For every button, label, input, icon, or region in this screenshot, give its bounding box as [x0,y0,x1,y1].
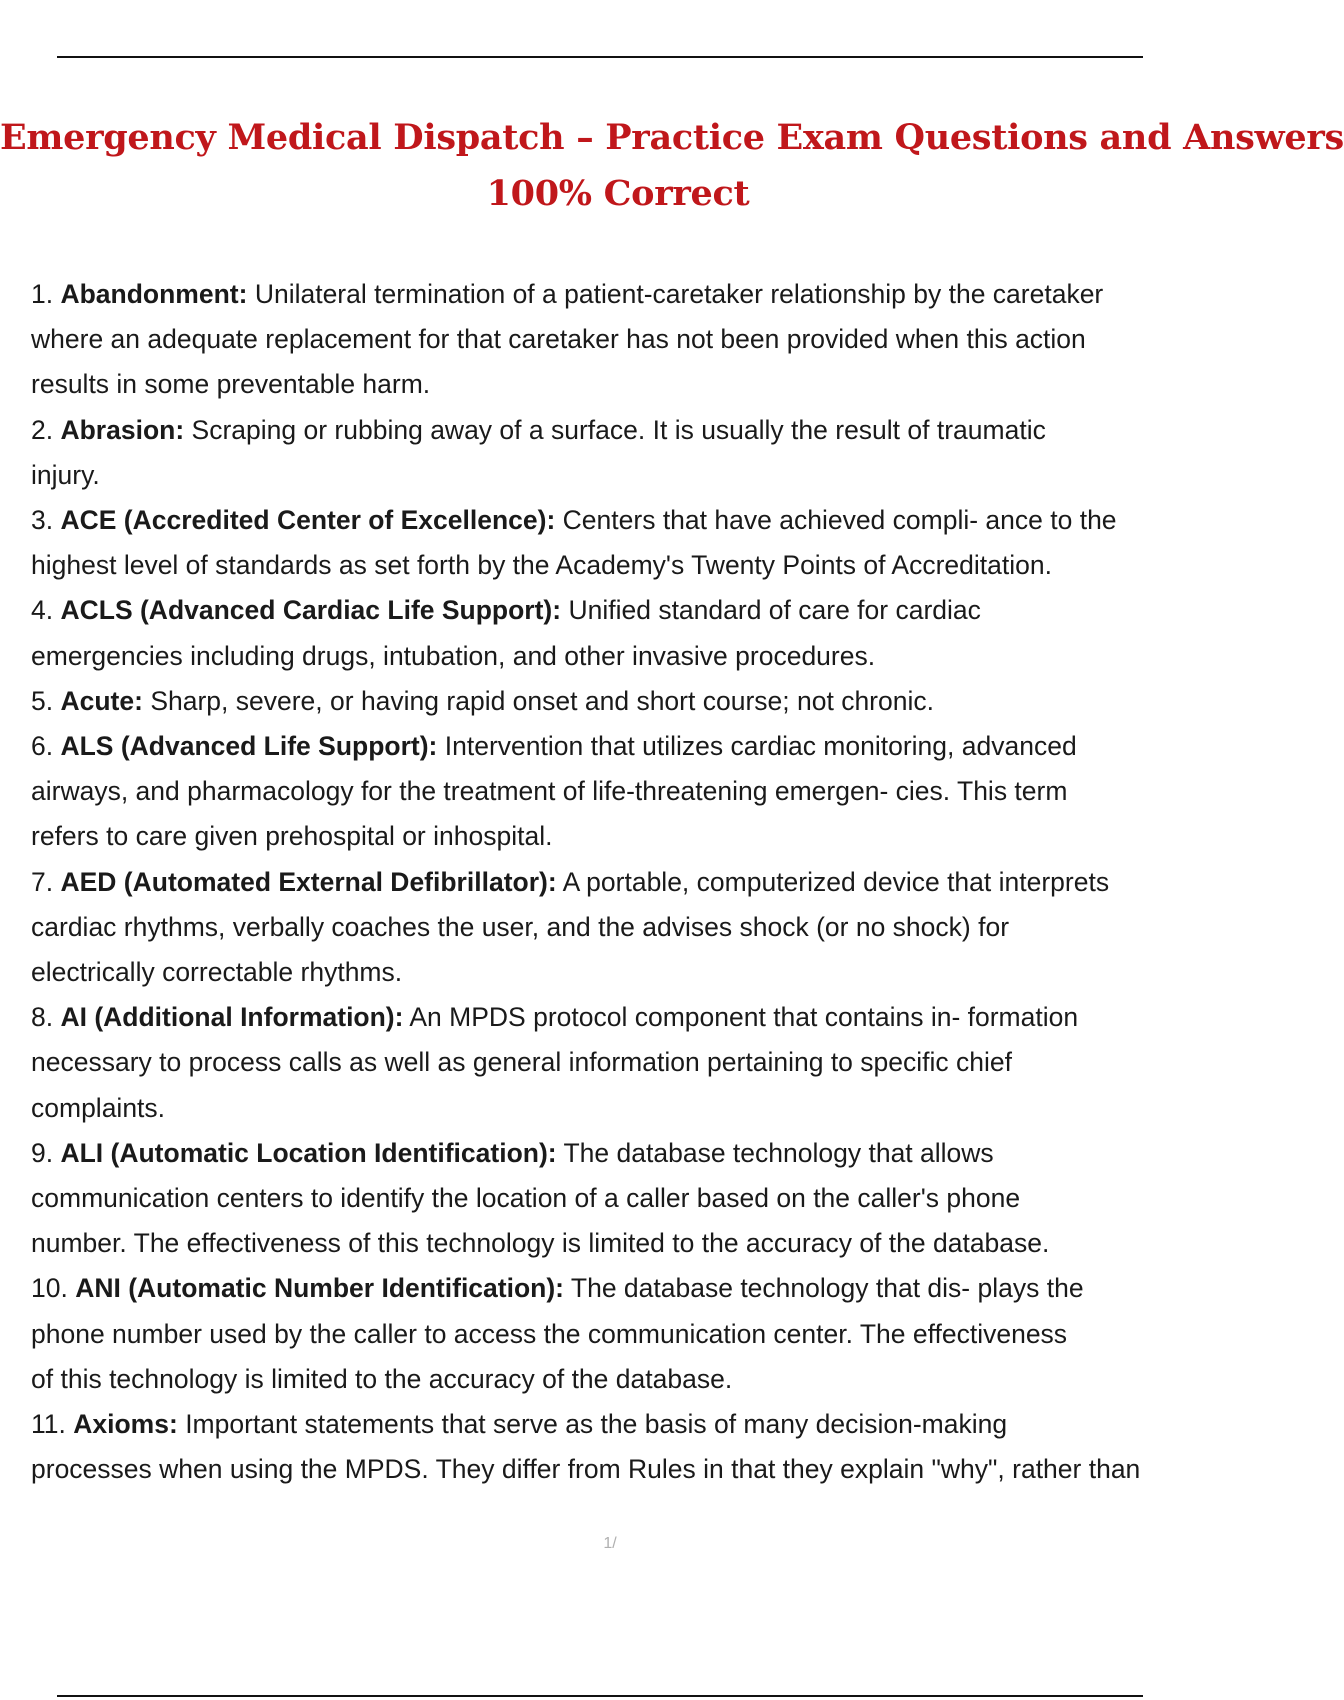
entry-term: Axioms: [73,1409,178,1440]
top-rule [57,56,1143,58]
entry-text: electrically correctable rhythms. [31,957,403,988]
entry-text: The database technology that allows [563,1137,994,1168]
entry-text: highest level of standards as set forth by the Academy's Twenty Points of Accreditation. [31,550,1052,581]
entry-line [31,498,1200,543]
entry-text: Sharp, severe, or having rapid onset and short course; not chronic. [150,685,934,716]
glossary-entry [31,272,1200,408]
glossary-entry [31,1266,1200,1402]
glossary-entry [31,724,1200,860]
entry-text: Unilateral termination of a patient-caretaker relationship by the caretaker [254,279,1104,309]
entry-line [31,543,1200,588]
glossary-list [31,272,1200,1492]
entry-text: necessary to process calls as well as general information pertaining to specific chief [31,1047,1012,1078]
entry-term: ANI (Automatic Number Identification): [75,1273,564,1304]
entry-text: where an adequate replacement for that caretaker has not been provided when this action [31,324,1086,355]
entry-line [31,1086,1200,1131]
bottom-rule [57,1695,1143,1697]
entry-text: A portable, computerized device that interprets [562,866,1110,897]
entry-number: 1. [31,279,54,309]
entry-line [31,860,1200,905]
entry-line [31,950,1200,995]
glossary-entry [31,1131,1200,1267]
entry-number: 8. [31,1002,54,1033]
entry-number: 11. [31,1409,66,1440]
entry-number: 10. [31,1273,68,1304]
entry-line [31,453,1200,498]
entry-line [31,1312,1200,1357]
entry-line [31,679,1200,724]
entry-number: 7. [31,866,54,897]
entry-number: 3. [31,505,54,536]
glossary-entry [31,588,1200,678]
glossary-entry [31,995,1200,1131]
entry-text: phone number used by the caller to access the communication center. The effectiveness [31,1318,1068,1349]
page-title [0,110,1344,222]
entry-text: emergencies including drugs, intubation, and other invasive procedures. [31,640,876,671]
entry-line [31,905,1200,950]
entry-number: 4. [31,595,54,626]
entry-text: of this technology is limited to the accuracy of the database. [31,1363,733,1394]
entry-line [31,588,1200,633]
entry-text: cardiac rhythms, verbally coaches the user, and the advises shock (or no shock) for [31,911,1010,942]
entry-text: communication centers to identify the location of a caller based on the caller's phone [31,1183,1021,1214]
entry-line [31,1357,1200,1402]
glossary-entry [31,860,1200,996]
entry-text: airways, and pharmacology for the treatment of life-threatening emergen- cies. This term [31,776,1068,807]
entry-line [31,995,1200,1040]
entry-number: 5. [31,685,54,716]
title-line-1: Emergency Medical Dispatch – Practice Exam Questions and Answers [0,117,1344,158]
entry-text: complaints. [31,1092,166,1123]
entry-line [31,634,1200,679]
entry-term: ACE (Accredited Center of Excellence): [60,505,556,536]
entry-line [31,724,1200,769]
entry-number: 2. [31,414,54,445]
entry-number: 6. [31,731,54,762]
entry-line [31,272,1200,317]
title-line-2: 100% Correct [486,173,750,214]
entry-line [31,1040,1200,1085]
entry-term: AI (Additional Information): [60,1002,404,1033]
entry-line [31,1266,1200,1311]
entry-text: Important statements that serve as the basis of many decision-making [185,1409,1008,1440]
entry-line [31,1131,1200,1176]
entry-text: Intervention that utilizes cardiac monitoring, advanced [444,731,1077,762]
entry-text: An MPDS protocol component that contains in- formation [409,1002,1079,1033]
entry-text: refers to care given prehospital or inhospital. [31,821,553,852]
entry-term: ALS (Advanced Life Support): [60,731,438,762]
entry-line [31,814,1200,859]
entry-line [31,769,1200,814]
entry-text: injury. [31,459,100,490]
glossary-entry [31,408,1200,498]
entry-term: Abandonment: [60,279,248,309]
entry-number: 9. [31,1137,54,1168]
entry-text: number. The effectiveness of this technology is limited to the accuracy of the database. [31,1228,1050,1259]
entry-text: Centers that have achieved compli- ance to the [562,505,1117,536]
entry-term: ACLS (Advanced Cardiac Life Support): [60,595,562,626]
entry-line [31,1402,1200,1447]
entry-term: AED (Automated External Defibrillator): [60,866,557,897]
entry-line [31,1176,1200,1221]
glossary-entry [31,679,1200,724]
entry-line [31,1221,1200,1266]
glossary-entry [31,1402,1200,1492]
entry-text: The database technology that dis- plays the [570,1273,1084,1304]
entry-term: Acute: [60,685,143,716]
entry-line [31,317,1200,362]
entry-line [31,362,1200,407]
entry-line [31,408,1200,453]
entry-text: processes when using the MPDS. They differ from Rules in that they explain "why", rather than [31,1454,1141,1485]
entry-text: Scraping or rubbing away of a surface. It is usually the result of traumatic [191,414,1046,445]
entry-term: ALI (Automatic Location Identification): [60,1137,557,1168]
entry-text: results in some preventable harm. [31,369,431,400]
entry-text: Unified standard of care for cardiac [568,595,981,626]
entry-line [31,1447,1200,1492]
page-number: 1/ [603,1535,617,1552]
glossary-entry [31,498,1200,588]
entry-term: Abrasion: [60,414,185,445]
